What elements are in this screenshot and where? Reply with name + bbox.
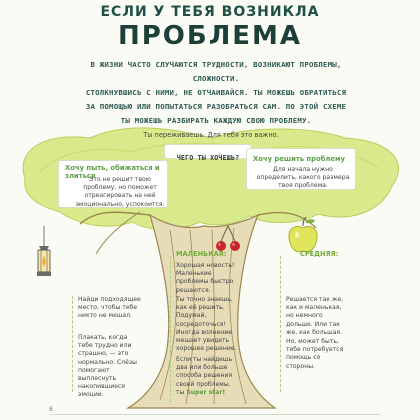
right-branch-tag: Хочу решить проблему <box>253 155 345 163</box>
small-text-2: Ты точно знаешь, как её решить. Подумай, сосредоточься! Иногда волнение мешает увидеть хорошее решение. <box>176 296 237 353</box>
feel-note: Ты переживаешь. Для тебя это важно. <box>143 131 279 139</box>
small-column-rule <box>170 256 171 402</box>
page-number: 8 <box>49 406 53 413</box>
intro-line: В ЖИЗНИ ЧАСТО СЛУЧАЮТСЯ ТРУДНОСТИ, ВОЗНИКАЮТ ПРОБЛЕМЫ, СЛОЖНОСТИ. <box>90 60 342 83</box>
page-title-line2: ПРОБЛЕМА <box>117 21 303 51</box>
left-column-rule <box>72 296 73 392</box>
medium-text-2: Но, может быть, тебе потребуется помощь со стороны. <box>286 338 344 370</box>
bottom-divider <box>50 414 380 415</box>
small-text-1: Хорошая новость! Маленькие проблемы быстро решаются. <box>176 262 235 294</box>
right-branch-text: Для начала нужно определить, какого размера твоя проблема. <box>256 166 350 190</box>
left-column-text-1: Найди подходящее место, чтобы тебе никто не мешал. <box>78 296 141 320</box>
small-text-3-main: Если ты найдешь два или больше способа решения своей проблемы, ты <box>176 356 233 396</box>
super-star-highlight: Super star! <box>186 388 226 396</box>
small-text-3 <box>176 356 238 397</box>
left-branch-tag: Хочу пыть, обижаться и злиться <box>65 164 160 180</box>
page-title-line1: ЕСЛИ У ТЕБЯ ВОЗНИКЛА <box>100 4 320 20</box>
intro-paragraph <box>78 58 354 128</box>
question-label: ЧЕГО ТЫ ХОЧЕШЬ? <box>176 154 240 162</box>
lantern-icon <box>32 226 56 288</box>
intro-line: ЗА ПОМОЩЬЮ ИЛИ ПОПЫТАТЬСЯ РАЗОБРАТЬСЯ САМ. ПО ЭТОЙ СХЕМЕ <box>85 102 347 111</box>
medium-heading: СРЕДНЯЯ: <box>300 250 339 258</box>
medium-text-1: Решается так же, как и маленькая, но немного дольше. Или так же, как большая. <box>286 296 344 336</box>
intro-line: СТОЛКНУВШИСЬ С НИМИ, НЕ ОТЧАИВАЙСЯ. ТЫ МОЖЕШЬ ОБРАТИТЬСЯ <box>85 88 347 97</box>
left-branch-callout <box>58 160 168 208</box>
left-column-text-2: Плакать, когда тебе трудно или страшно, — это нормально. Слёзы помогают выплеснуть накопившиеся эмоции. <box>78 334 137 399</box>
small-heading: МАЛЕНЬКАЯ: <box>176 250 227 258</box>
intro-line: ТЫ МОЖЕШЬ РАЗБИРАТЬ КАЖДУЮ СВОЮ ПРОБЛЕМУ. <box>120 116 312 125</box>
left-branch-text: Это не решит твою проблему, но поможет отреагировать на неё эмоционально, успокоится. <box>75 176 165 208</box>
right-branch-callout <box>246 148 356 190</box>
medium-column-rule <box>280 256 281 392</box>
question-bubble <box>164 144 252 162</box>
